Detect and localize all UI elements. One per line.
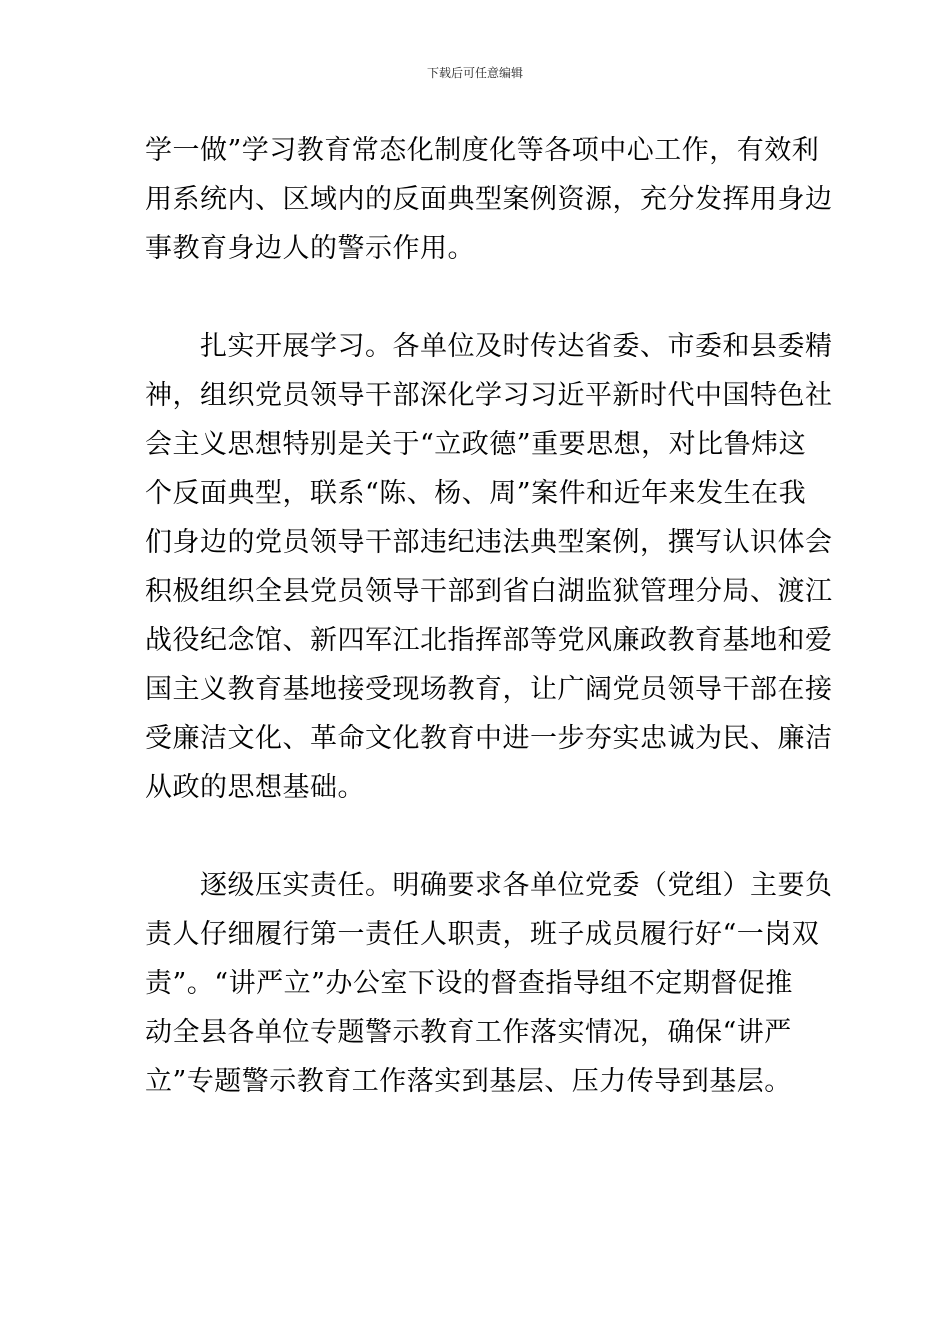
text-line: 受廉洁文化、革命文化教育中进一步夯实忠诚为民、廉洁	[145, 723, 833, 754]
document-body	[145, 126, 833, 1106]
header-text: 下载后可任意编辑	[426, 66, 523, 80]
text-line: 用系统内、区域内的反面典型案例资源，充分发挥用身边	[145, 184, 833, 215]
text-line: 个反面典型，联系“陈、杨、周”案件和近年来发生在我	[145, 478, 807, 509]
paragraph-spacer	[145, 812, 807, 861]
page-header	[0, 64, 950, 82]
text-line: 责”。“讲严立”办公室下设的督查指导组不定期督促推	[145, 968, 793, 999]
text-line: 们身边的党员领导干部违纪违法典型案例，撰写认识体会	[145, 527, 833, 558]
text-line: 事教育身边人的警示作用。	[145, 233, 475, 264]
text-line: 扎实开展学习。各单位及时传达省委、市委和县委精	[145, 331, 833, 362]
text-line: 逐级压实责任。明确要求各单位党委（党组）主要负	[145, 870, 833, 901]
text-line: 动全县各单位专题警示教育工作落实情况，确保“讲严	[145, 1017, 792, 1048]
text-line: 责人仔细履行第一责任人职责，班子成员履行好“一岗双	[145, 919, 820, 950]
text-line: 战役纪念馆、新四军江北指挥部等党风廉政教育基地和爱	[145, 625, 833, 656]
text-line: 积极组织全县党员领导干部到省白湖监狱管理分局、渡江	[145, 576, 833, 607]
text-line: 国主义教育基地接受现场教育，让广阔党员领导干部在接	[145, 674, 833, 705]
text-line: 立”专题警示教育工作落实到基层、压力传导到基层。	[145, 1066, 792, 1097]
text-line: 会主义思想特别是关于“立政德”重要思想，对比鲁炜这	[145, 429, 807, 460]
text-line: 从政的思想基础。	[145, 772, 365, 803]
paragraph-1	[145, 126, 833, 273]
paragraph-3	[145, 861, 833, 1106]
paragraph-spacer	[145, 273, 807, 322]
paragraph-2	[145, 322, 833, 812]
text-line: 学一做”学习教育常态化制度化等各项中心工作，有效利	[145, 135, 820, 166]
text-line: 神，组织党员领导干部深化学习习近平新时代中国特色社	[145, 380, 833, 411]
